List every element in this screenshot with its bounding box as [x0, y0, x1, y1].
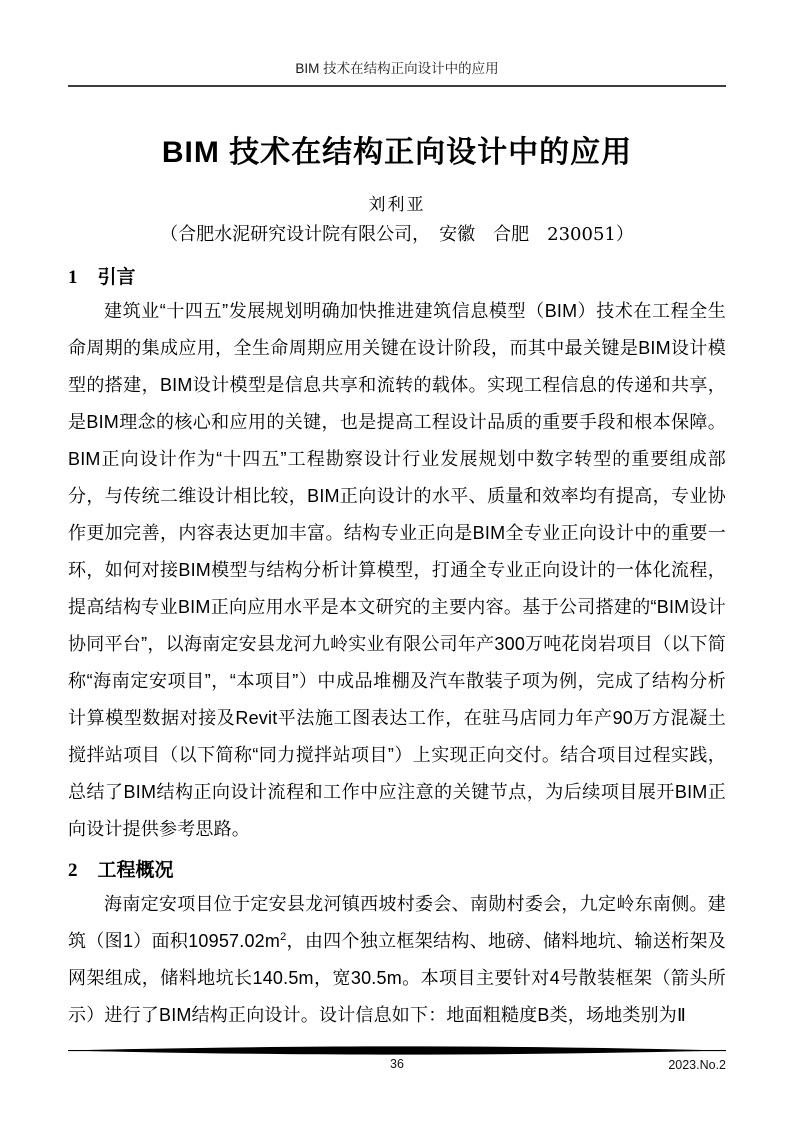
footer-divider-bar — [68, 1046, 726, 1055]
issue-label: 2023.No.2 — [668, 1058, 726, 1072]
section-1-title: 引言 — [97, 267, 136, 288]
running-head — [68, 57, 726, 87]
footer-row — [68, 1057, 726, 1075]
section-1-heading — [68, 263, 726, 293]
section-2-text-pre: 海南定安项目位于定安县龙河镇西坡村委会、南勋村委会，九定岭东南侧。建筑（图1）面积10957.02m — [68, 894, 726, 951]
article-title: BIM 技术在结构正向设计中的应用 — [161, 136, 633, 169]
section-project-overview — [68, 856, 726, 1034]
page-footer — [68, 1046, 726, 1075]
author-name: 刘利亚 — [368, 195, 426, 215]
running-head-title: BIM 技术在结构正向设计中的应用 — [295, 61, 499, 76]
section-2-paragraph — [68, 886, 726, 1034]
section-2-heading — [68, 856, 726, 886]
section-introduction — [68, 263, 726, 848]
section-2-number: 2 — [68, 860, 78, 881]
section-2-text-post: ，由四个独立框架结构、地磅、储料地坑、输送桁架及网架组成，储料地坑长140.5m，宽30.5m。本项目主要针对4号散装框架（箭头所示）进行了BIM结构正向设计。设计信息如下：地面粗糙度B类，场地类别为Ⅱ — [68, 931, 726, 1025]
section-2-title: 工程概况 — [97, 860, 174, 881]
page-number: 36 — [390, 1057, 404, 1071]
superscript-square-meters: 2 — [280, 931, 287, 943]
page-content — [68, 0, 726, 1034]
affiliation: （合肥水泥研究设计院有限公司， 安徽 合肥 230051） — [160, 224, 634, 245]
section-1-paragraph: 建筑业“十四五”发展规划明确加快推进建筑信息模型（BIM）技术在工程全生命周期的集成应用，全生命周期应用关键在设计阶段，而其中最关键是BIM设计模型的搭建，BIM设计模型是信息共享和流转的载体。实现工程信息的传递和共享，是BIM理念的核心和应用的关键，也是提高工程设计品质的重要手段和根本保障。BIM正向设计作为“十四五”工程勘察设计行业发展规划中数字转型的重要组成部分，与传统二维设计相比较，BIM正向设计的水平、质量和效率均有提高，专业协作更加完善，内容表达更加丰富。结构专业正向是BIM全专业正向设计中的重要一环，如何对接BIM模型与结构分析计算模型，打通全专业正向设计的一体化流程，提高结构专业BIM正向应用水平是本文研究的主要内容。基于公司搭建的“BIM设计协同平台”，以海南定安县龙河九岭实业有限公司年产300万吨花岗岩项目（以下简称“海南定安项目”，“本项目”）中成品堆棚及汽车散装子项为例，完成了结构分析计算模型数据对接及Revit平法施工图表达工作，在驻马店同力年产90万方混凝土搅拌站项目（以下简称“同力搅拌站项目”）上实现正向交付。结合项目过程实践，总结了BIM结构正向设计流程和工作中应注意的关键节点，为后续项目展开BIM正向设计提供参考思路。 — [68, 301, 726, 839]
section-1-number: 1 — [68, 267, 78, 288]
